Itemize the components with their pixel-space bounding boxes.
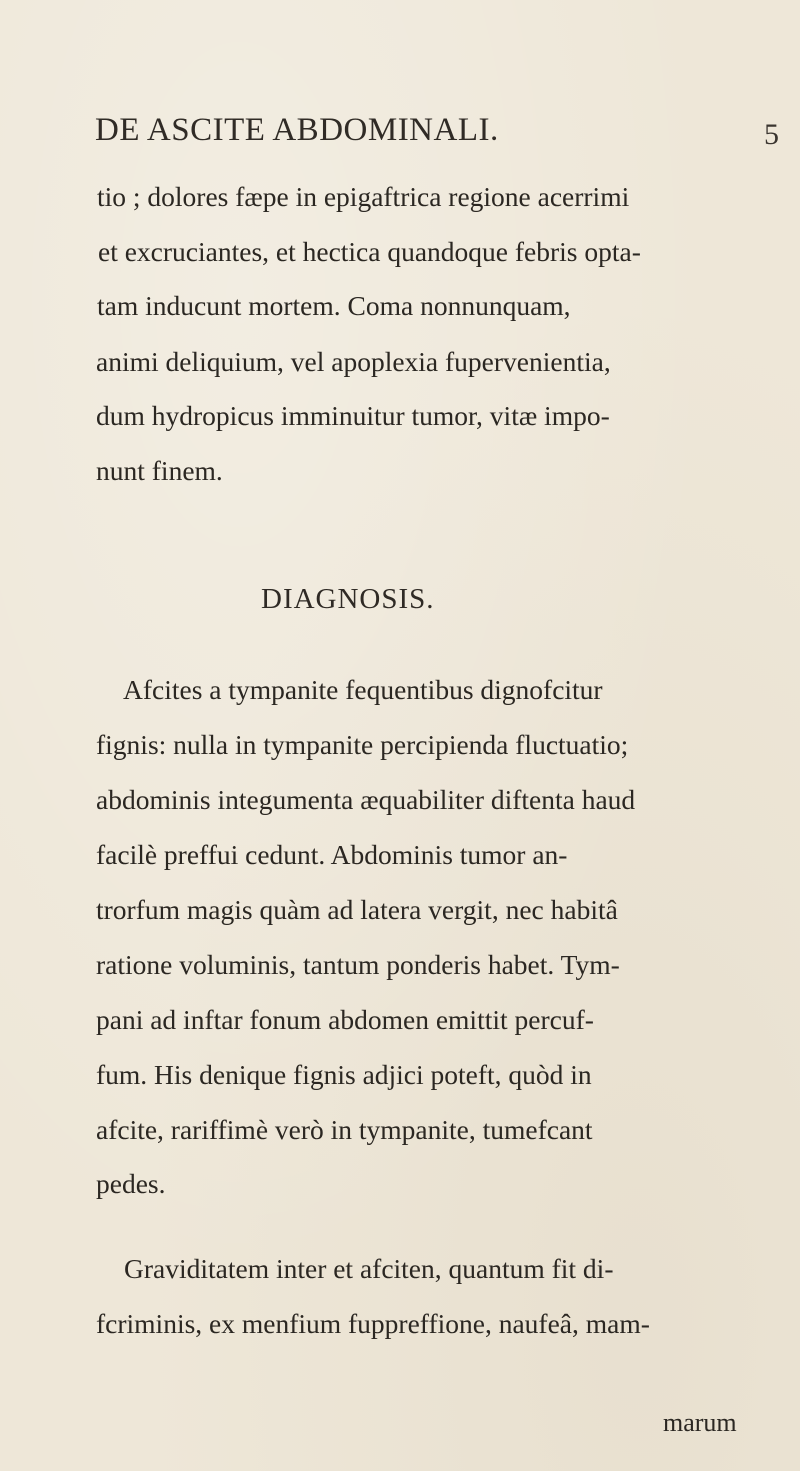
text-line: abdominis integumenta æquabiliter diftenta haud	[96, 784, 636, 815]
text-line: tio ; dolores fæpe in epigaftrica regione acerrimi	[97, 181, 630, 212]
text-line: tam inducunt mortem. Coma nonnunquam,	[97, 290, 571, 321]
text-line: trorfum magis quàm ad latera vergit, nec habitâ	[96, 894, 618, 925]
running-head: DE ASCITE ABDOMINALI.	[95, 112, 499, 148]
text-line: pani ad inftar fonum abdomen emittit percuf-	[96, 1004, 594, 1035]
section-title: DIAGNOSIS.	[261, 583, 435, 615]
catchword: marum	[663, 1408, 737, 1437]
text-line: facilè preffui cedunt. Abdominis tumor an-	[96, 839, 568, 870]
text-line: animi deliquium, vel apoplexia fupervenientia,	[96, 346, 611, 377]
text-line: dum hydropicus imminuitur tumor, vitæ impo-	[96, 400, 610, 431]
text-line: et excruciantes, et hectica quandoque febris opta-	[98, 236, 641, 267]
text-line: pedes.	[96, 1168, 166, 1199]
text-line: fum. His denique fignis adjici poteft, quòd in	[96, 1059, 592, 1090]
text-line: fignis: nulla in tympanite percipienda fluctuatio;	[96, 729, 629, 760]
text-line: Afcites a tympanite fequentibus dignofcitur	[123, 674, 603, 705]
page-number: 5	[764, 118, 779, 151]
text-line: ratione voluminis, tantum ponderis habet. Tym-	[96, 949, 620, 980]
text-line: nunt finem.	[96, 455, 223, 486]
text-line: afcite, rariffimè verò in tympanite, tumefcant	[96, 1114, 593, 1145]
text-line: Graviditatem inter et afciten, quantum fit di-	[124, 1253, 614, 1284]
text-line: fcriminis, ex menfium fuppreffione, naufeâ, mam-	[96, 1308, 650, 1339]
